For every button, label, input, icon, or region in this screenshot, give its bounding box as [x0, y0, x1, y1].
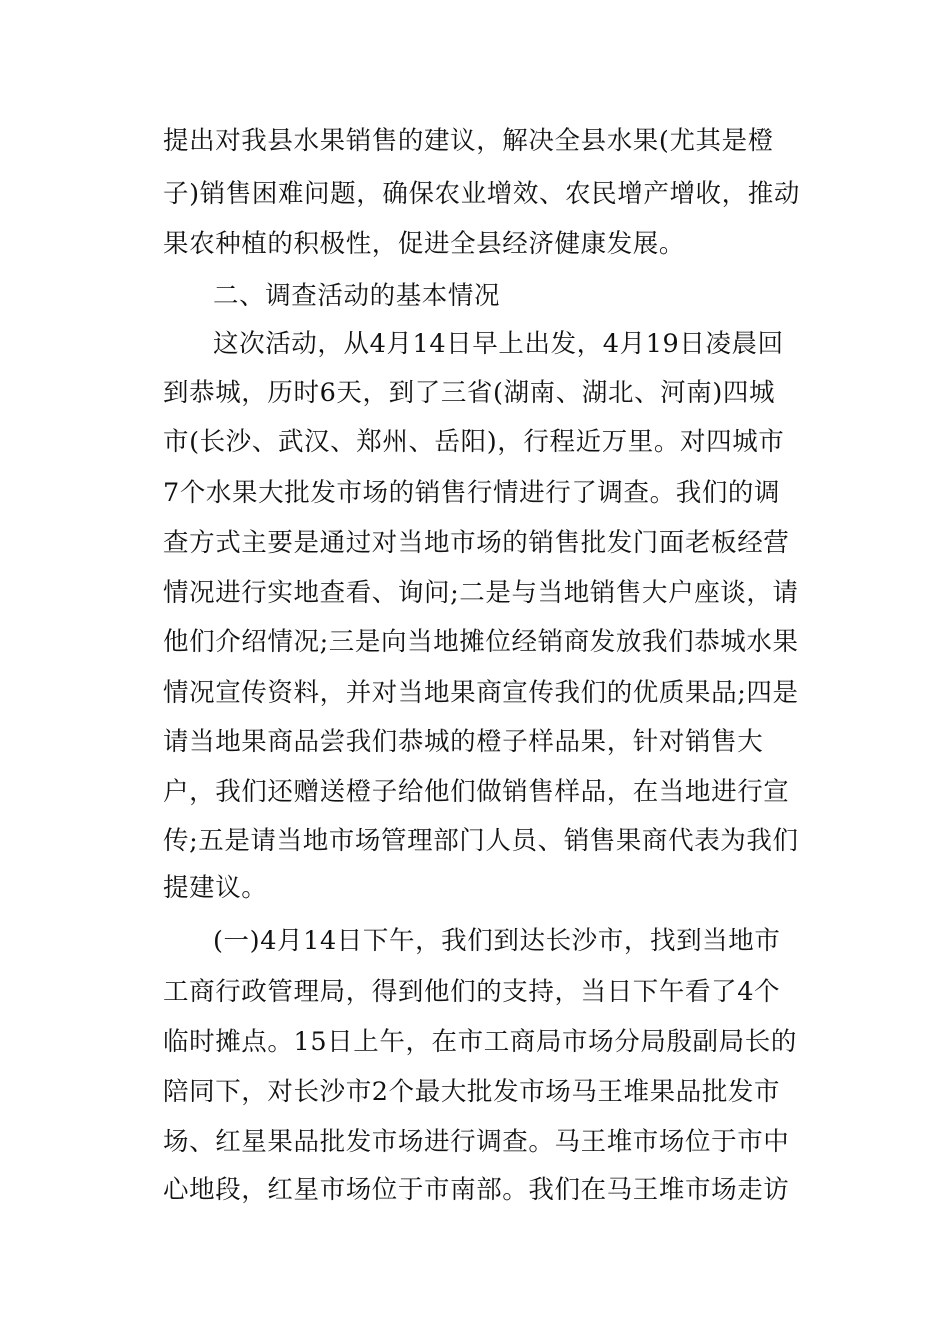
text-line: 请当地果商品尝我们恭城的橙子样品果，针对销售大 [163, 727, 764, 757]
text-line: 情况宣传资料，并对当地果商宣传我们的优质果品;四是 [163, 678, 799, 708]
text-line: 临时摊点。15日上午，在市工商局市场分局殷副局长的 [163, 1027, 797, 1057]
text-line: 果农种植的积极性，促进全县经济健康发展。 [163, 229, 686, 259]
text-line: 他们介绍情况;三是向当地摊位经销商发放我们恭城水果 [163, 627, 799, 657]
text-line: 工商行政管理局，得到他们的支持，当日下午看了4个 [163, 977, 781, 1007]
text-line: 陪同下，对长沙市2个最大批发市场马王堆果品批发市 [163, 1077, 781, 1107]
text-line: 7个水果大批发市场的销售行情进行了调查。我们的调 [163, 478, 781, 508]
text-line: 子)销售困难问题，确保农业增效、农民增产增收，推动 [163, 179, 800, 209]
text-line: 查方式主要是通过对当地市场的销售批发门面老板经营 [163, 528, 790, 558]
text-line: 场、红星果品批发市场进行调查。马王堆市场位于市中 [163, 1127, 790, 1157]
text-line: 提建议。 [163, 873, 268, 903]
text-line: 情况进行实地查看、询问;二是与当地销售大户座谈，请 [163, 578, 799, 608]
text-line: (一)4月14日下午，我们到达长沙市，找到当地市 [213, 926, 781, 956]
text-line: 提出对我县水果销售的建议，解决全县水果(尤其是橙 [163, 126, 774, 156]
section-heading: 二、调查活动的基本情况 [213, 281, 501, 311]
text-line: 到恭城，历时6天，到了三省(湖南、湖北、河南)四城 [163, 378, 776, 408]
text-line: 市(长沙、武汉、郑州、岳阳)，行程近万里。对四城市 [163, 427, 785, 457]
text-line: 心地段，红星市场位于市南部。我们在马王堆市场走访 [163, 1175, 790, 1205]
text-line: 这次活动，从4月14日早上出发，4月19日凌晨回 [213, 329, 784, 359]
text-line: 户，我们还赠送橙子给他们做销售样品，在当地进行宣 [163, 777, 790, 807]
text-line: 传;五是请当地市场管理部门人员、销售果商代表为我们 [163, 826, 799, 856]
